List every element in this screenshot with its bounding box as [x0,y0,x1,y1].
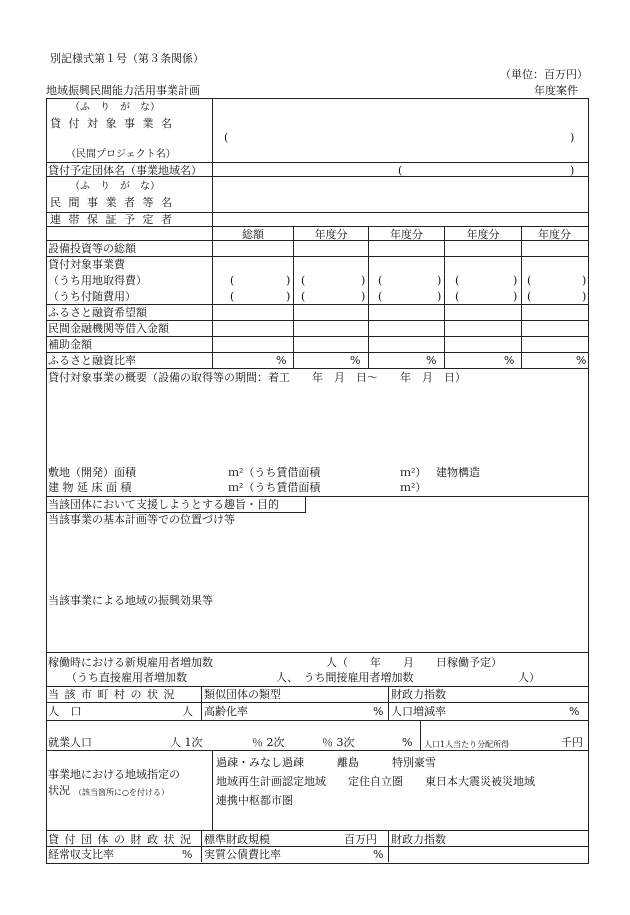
furusato-ratio-label: ふるさと融資比率 [48,354,136,367]
borrower-paren-open: ( [398,164,403,177]
current-ratio-label: 経常収支比率 [48,848,114,861]
current-ratio-percent: % [182,848,193,861]
overview-title: 貸付対象事業の概要（設備の取得等の期間：着工 年 月 日～ 年 月 日） [48,371,466,384]
furigana-label-2: （ふ り が な） [70,181,160,192]
employment-line1: 稼働時における新規雇用者増加数 [48,656,213,669]
aging-rate-label: 高齢化率 [204,705,248,718]
land-y2-open: ( [378,274,383,287]
workers-tertiary: ％ 3次 [322,736,355,749]
land-total-open: ( [230,274,235,287]
paren-open: ( [224,131,229,144]
loan-cost-label: 貸付対象事業費 [48,258,125,271]
workers-tertiary-percent: % [402,736,413,749]
case-label: 年度案件 [534,84,578,97]
structure-label: 建物構造 [436,466,480,479]
workers-label: 就業人口 [48,736,92,749]
debt-ratio-label: 実質公債費比率 [204,848,281,861]
purpose-label: 当該団体において支援しようとする趣旨・目的 [48,498,279,511]
debt-ratio-percent: % [373,848,384,861]
anc-y2-close: ) [437,290,442,303]
pop-change-label: 人口増減率 [391,705,446,718]
finance-fiscal-index-label: 財政力指数 [391,833,446,846]
col-year-4: 年度分 [538,228,571,241]
unit-label: （単位：百万円） [500,68,588,81]
workers-primary: 人 1次 [170,736,203,749]
land-total-close: ) [286,274,291,287]
region-line-2: 地域再生計画認定地域 定住自立圏 東日本大震災被災地域 [216,775,535,788]
income-unit: 千円 [561,736,583,749]
ratio-percent-total: % [276,354,287,367]
land-y1-open: ( [301,274,306,287]
private-project-label: （民間プロジェクト名） [66,149,176,160]
site-area-label: 敷地（開発）面積 [48,466,136,479]
region-label-note: （該当箇所に○を付ける） [74,788,169,797]
anc-total-open: ( [230,290,235,303]
col-year-1: 年度分 [314,228,348,241]
pop-change-percent: % [569,705,580,718]
loan-project-name-label: 貸 付 対 象 事 業 名 [50,117,174,130]
floor-area-lease: ｍ²（うち賃借面積 [228,481,321,494]
employment-line2-mid: 人、 うち間接雇用者増加数 [276,671,414,684]
site-area-close: ｍ²） [400,466,427,479]
floor-area-label: 建 物 延 床 面 積 [48,481,132,494]
land-y3-close: ) [513,274,518,287]
floor-area-close: ｍ²） [400,481,427,494]
anc-y3-close: ) [513,290,518,303]
paren-close: ) [570,131,575,144]
furigana-label: （ふ り が な） [70,102,160,113]
subsidy-label: 補助金額 [48,338,92,351]
municipality-status-label: 当 該 市 町 村 の 状 況 [48,688,176,701]
income-label: 人口1人当たり分配所得 [424,740,510,749]
col-year-3: 年度分 [466,228,500,241]
aging-rate-percent: % [373,705,384,718]
population-unit: 人 [182,705,193,718]
land-y4-close: ) [582,274,587,287]
borrower-label: 貸付予定団体名（事業地域名） [48,164,202,177]
positioning-label: 当該事業の基本計画等での位置づけ等 [48,513,235,526]
employment-line1-tail: 人（ 年 月 日稼働予定） [326,656,502,669]
standard-scale-unit: 百万円 [344,833,377,846]
borrower-paren-close: ) [570,164,575,177]
region-line-3: 連携中枢都市圏 [216,794,293,807]
ratio-percent-y2: % [426,354,437,367]
capex-total-label: 設備投資等の総額 [48,242,136,255]
ancillary-cost-label: （うち付随費用） [48,290,136,303]
anc-y1-close: ) [361,290,366,303]
col-total: 総額 [242,228,264,241]
land-cost-label: （うち用地取得費） [48,274,147,287]
effects-label: 当該事業による地域の振興効果等 [48,594,213,607]
plan-title: 地域振興民間能力活用事業計画 [46,84,200,97]
land-y3-open: ( [455,274,460,287]
anc-y2-open: ( [378,290,383,303]
form-number: 別記様式第１号（第３条関係） [50,52,204,65]
land-y1-close: ) [361,274,366,287]
region-label-2: 状況 [48,784,70,797]
workers-secondary: ％ 2次 [252,736,285,749]
ratio-percent-y1: % [350,354,361,367]
ratio-percent-y3: % [504,354,515,367]
anc-y1-open: ( [301,290,306,303]
col-year-2: 年度分 [390,228,423,241]
employment-line2: （うち直接雇用者増加数 [66,671,187,684]
employment-line2-tail: 人） [518,671,540,684]
land-y4-open: ( [527,274,532,287]
anc-total-close: ) [286,290,291,303]
ratio-percent-y4: % [576,354,587,367]
anc-y4-open: ( [527,290,532,303]
guarantor-label: 連 帯 保 証 予 定 者 [50,213,174,226]
furusato-request-label: ふるさと融資希望額 [48,306,147,319]
land-y2-close: ) [437,274,442,287]
site-area-lease: ｍ²（うち賃借面積 [228,466,321,479]
standard-scale-label: 標準財政規模 [204,833,270,846]
population-label: 人 口 [48,705,86,718]
region-line-1: 過疎・みなし過疎 離島 特別豪雪 [216,756,436,769]
finance-status-label: 貸 付 団 体 の 財 政 状 況 [48,833,192,846]
region-label-1: 事業地における地域指定の [48,768,180,781]
anc-y3-open: ( [455,290,460,303]
private-business-label: 民 間 事 業 者 等 名 [50,196,174,209]
fiscal-index-label: 財政力指数 [391,688,446,701]
private-loan-label: 民間金融機関等借入金額 [48,322,169,335]
anc-y4-close: ) [582,290,587,303]
similar-type-label: 類似団体の類型 [204,688,281,701]
